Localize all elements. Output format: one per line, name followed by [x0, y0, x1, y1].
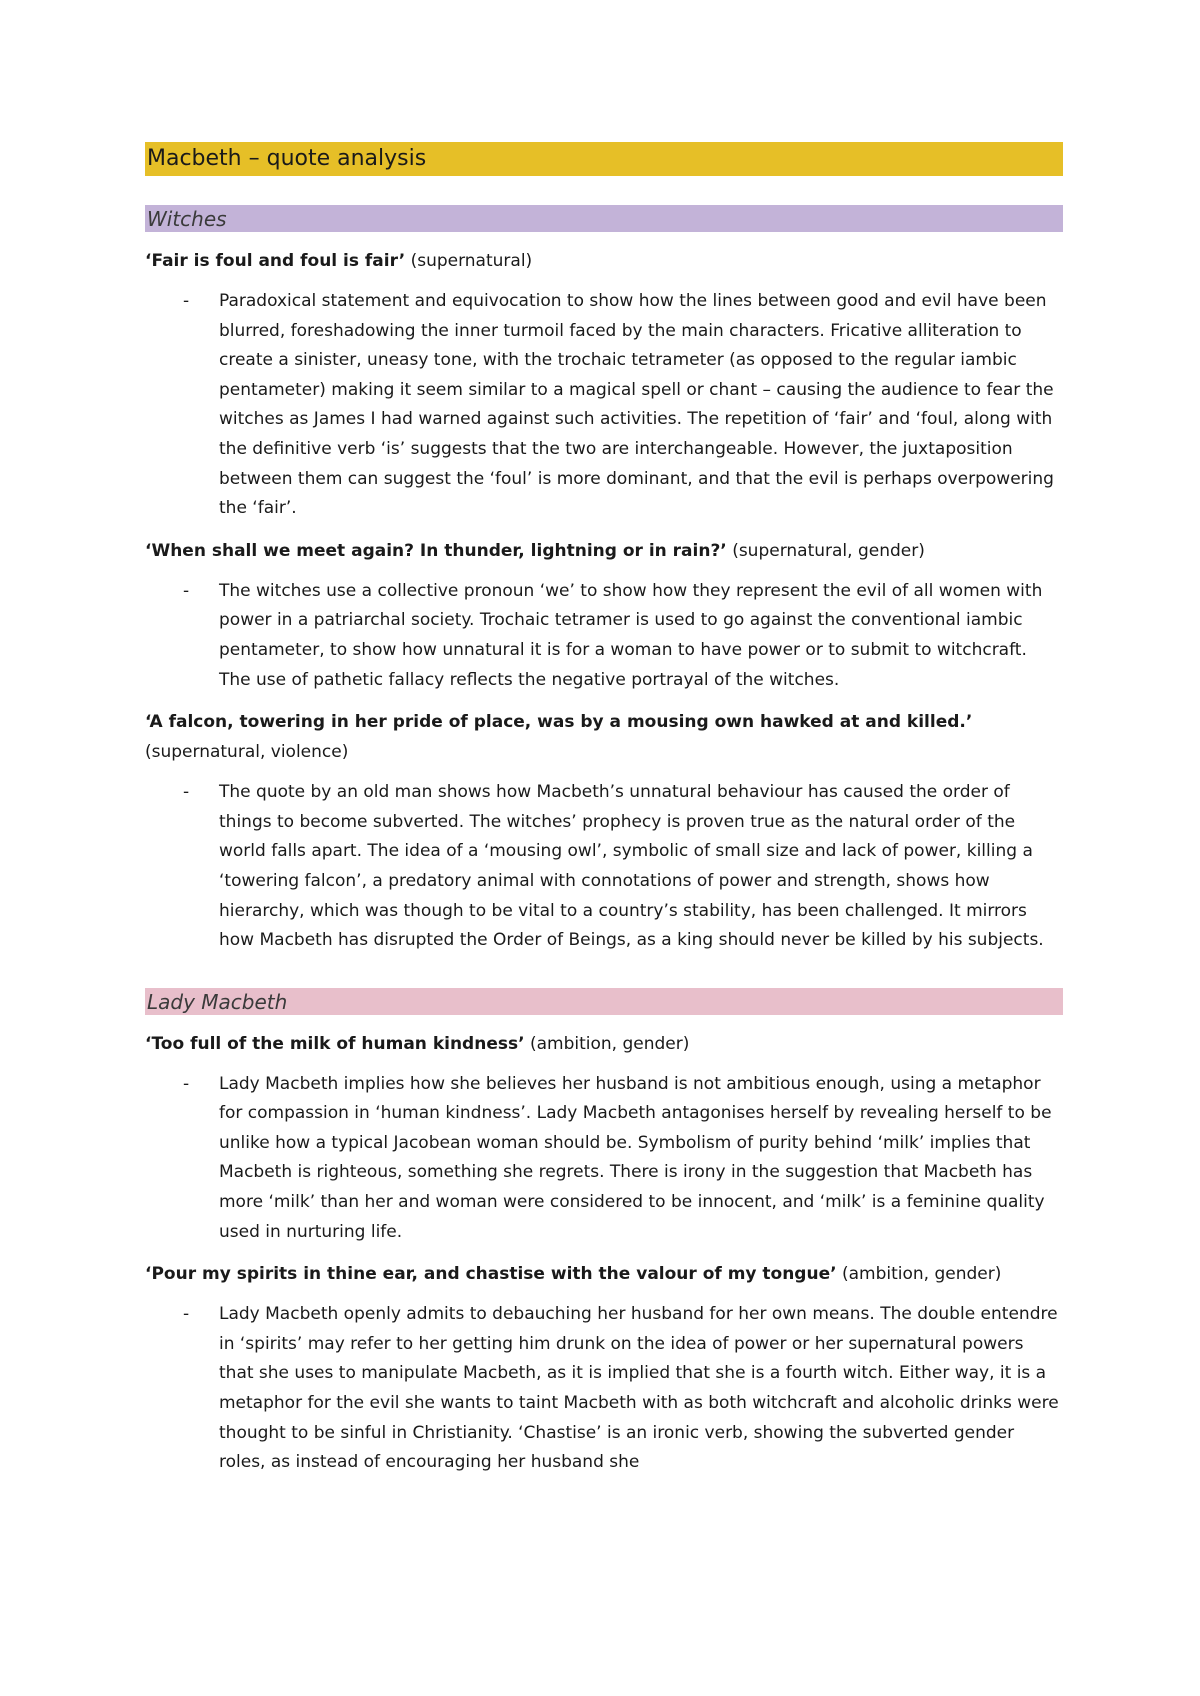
analysis-bullet [145, 287, 1063, 524]
analysis-bullet [145, 1070, 1063, 1248]
analysis-text: The quote by an old man shows how Macbeth’s unnatural behaviour has caused the order of things to become subverted. The witches’ prophecy is proven true as the natural order of the world falls apart. The idea of a ‘mousing owl’, symbolic of small size and lack of power, killing a ‘towering falcon’, a predatory animal with connotations of power and strength, shows how hierarchy, which was though to be vital to a country’s stability, has been challenged. It mirrors how Macbeth has disrupted the Order of Beings, as a king should never be killed by his subjects. [219, 782, 1044, 951]
section-heading-witches: Witches [145, 205, 1063, 232]
quote-text: ‘Fair is foul and foul is fair’ [145, 251, 406, 271]
quote-tags: (ambition, gender) [529, 1033, 690, 1054]
analysis-bullet [145, 778, 1063, 956]
quote-line [145, 246, 1063, 276]
bullet-dash: - [183, 782, 190, 803]
quote-line [145, 1259, 1063, 1289]
analysis-text: Lady Macbeth openly admits to debauching her husband for her own means. The double entendre in ‘spirits’ may refer to her getting him drunk on the idea of power or her supernatural powers that she uses to manipulate Macbeth, as it is implied that she is a fourth witch. Either way, it is a metaphor for the evil she wants to taint Macbeth with as both witchcraft and alcoholic drinks were thought to be sinful in Christianity. ‘Chastise’ is an ironic verb, showing the subverted gender roles, as instead of encouraging her husband she [219, 1304, 1059, 1473]
analysis-text: Paradoxical statement and equivocation to show how the lines between good and evil have been blurred, foreshadowing the inner turmoil faced by the main characters. Fricative alliteration to create a sinister, uneasy tone, with the trochaic tetrameter (as opposed to the regular iambic pentameter) making it seem similar to a magical spell or chant – causing the audience to fear the witches as James I had warned against such activities. The repetition of ‘fair’ and ‘foul, along with the definitive verb ‘is’ suggests that the two are interchangeable. However, the juxtaposition between them can suggest the ‘foul’ is more dominant, and that the evil is perhaps overpowering the ‘fair’. [219, 291, 1054, 519]
quote-line [145, 536, 1063, 566]
quote-tags: (supernatural) [410, 251, 533, 271]
bullet-dash: - [183, 1073, 190, 1094]
analysis-bullet [145, 577, 1063, 695]
quote-tags: (ambition, gender) [841, 1264, 1002, 1285]
quote-tags: (supernatural, violence) [145, 742, 349, 763]
document-title: Macbeth – quote analysis [145, 142, 1063, 176]
analysis-text: Lady Macbeth implies how she believes her husband is not ambitious enough, using a metaphor for compassion in ‘human kindness’. Lady Macbeth antagonises herself by revealing herself to be unlike how a typical Jacobean woman should be. Symbolism of purity behind ‘milk’ implies that Macbeth is righteous, something she regrets. There is irony in the suggestion that Macbeth has more ‘milk’ than her and woman were considered to be innocent, and ‘milk’ is a feminine quality used in nurturing life. [219, 1073, 1052, 1242]
quote-text: ‘A falcon, towering in her pride of place, was by a mousing own hawked at and killed.’ [145, 712, 973, 733]
quote-text: ‘Pour my spirits in thine ear, and chastise with the valour of my tongue’ [145, 1264, 837, 1285]
quote-text: ‘When shall we meet again? In thunder, lightning or in rain?’ [145, 540, 727, 561]
quote-tags: (supernatural, gender) [732, 540, 925, 561]
quote-line [145, 1029, 1063, 1059]
document-content [145, 142, 1063, 1478]
analysis-bullet [145, 1300, 1063, 1478]
analysis-text: The witches use a collective pronoun ‘we’ to show how they represent the evil of all women with power in a patriarchal society. Trochaic tetramer is used to go against the conventional iambic pentameter, to show how unnatural it is for a woman to have power or to submit to witchcraft. The use of pathetic fallacy reflects the negative portrayal of the witches. [219, 580, 1043, 690]
quote-line [145, 707, 1063, 767]
bullet-dash: - [183, 580, 190, 601]
bullet-dash: - [183, 1304, 190, 1325]
bullet-dash: - [183, 291, 190, 311]
quote-text: ‘Too full of the milk of human kindness’ [145, 1033, 525, 1054]
section-heading-lady-macbeth: Lady Macbeth [145, 988, 1063, 1015]
